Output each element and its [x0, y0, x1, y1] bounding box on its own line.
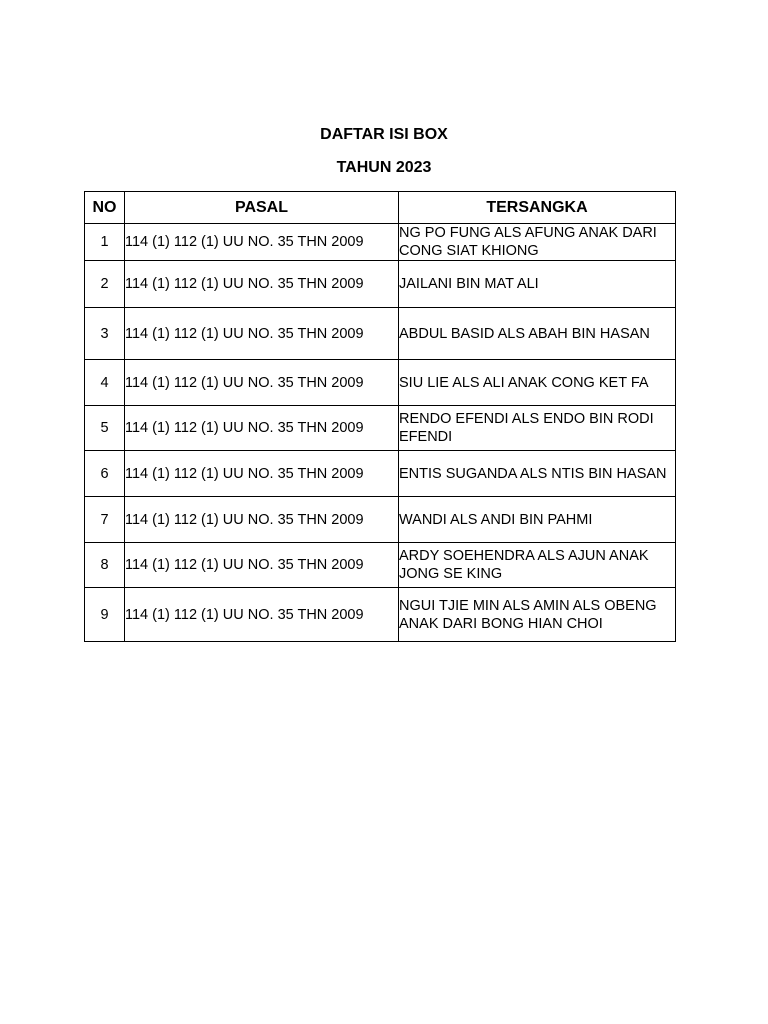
cell-pasal: 114 (1) 112 (1) UU NO. 35 THN 2009	[125, 543, 399, 588]
cell-no: 6	[85, 451, 125, 497]
cell-pasal: 114 (1) 112 (1) UU NO. 35 THN 2009	[125, 588, 399, 642]
column-header-no: NO	[85, 192, 125, 224]
cell-pasal: 114 (1) 112 (1) UU NO. 35 THN 2009	[125, 451, 399, 497]
table-row	[85, 406, 676, 451]
cell-tersangka: NG PO FUNG ALS AFUNG ANAK DARI CONG SIAT KHIONG	[399, 224, 676, 261]
cell-no: 2	[85, 261, 125, 308]
box-contents-table	[84, 191, 676, 642]
cell-no: 3	[85, 308, 125, 360]
table-row	[85, 588, 676, 642]
table-row	[85, 261, 676, 308]
table-row	[85, 308, 676, 360]
cell-no: 4	[85, 360, 125, 406]
cell-tersangka: ARDY SOEHENDRA ALS AJUN ANAK JONG SE KING	[399, 543, 676, 588]
cell-no: 7	[85, 497, 125, 543]
cell-pasal: 114 (1) 112 (1) UU NO. 35 THN 2009	[125, 360, 399, 406]
cell-pasal: 114 (1) 112 (1) UU NO. 35 THN 2009	[125, 406, 399, 451]
table-row	[85, 224, 676, 261]
cell-no: 1	[85, 224, 125, 261]
cell-tersangka: NGUI TJIE MIN ALS AMIN ALS OBENG ANAK DARI BONG HIAN CHOI	[399, 588, 676, 642]
cell-tersangka: ENTIS SUGANDA ALS NTIS BIN HASAN	[399, 451, 676, 497]
cell-pasal: 114 (1) 112 (1) UU NO. 35 THN 2009	[125, 261, 399, 308]
cell-tersangka: WANDI ALS ANDI BIN PAHMI	[399, 497, 676, 543]
document-title: DAFTAR ISI BOX	[320, 126, 448, 143]
cell-tersangka: ABDUL BASID ALS ABAH BIN HASAN	[399, 308, 676, 360]
table-row	[85, 451, 676, 497]
column-header-pasal: PASAL	[125, 192, 399, 224]
cell-pasal: 114 (1) 112 (1) UU NO. 35 THN 2009	[125, 224, 399, 261]
table-header-row	[85, 192, 676, 224]
cell-tersangka: SIU LIE ALS ALI ANAK CONG KET FA	[399, 360, 676, 406]
document-subtitle: TAHUN 2023	[336, 159, 432, 176]
table-row	[85, 497, 676, 543]
cell-pasal: 114 (1) 112 (1) UU NO. 35 THN 2009	[125, 308, 399, 360]
cell-no: 9	[85, 588, 125, 642]
cell-tersangka: JAILANI BIN MAT ALI	[399, 261, 676, 308]
cell-pasal: 114 (1) 112 (1) UU NO. 35 THN 2009	[125, 497, 399, 543]
table-row	[85, 360, 676, 406]
column-header-tersangka: TERSANGKA	[399, 192, 676, 224]
cell-no: 8	[85, 543, 125, 588]
cell-tersangka: RENDO EFENDI ALS ENDO BIN RODI EFENDI	[399, 406, 676, 451]
cell-no: 5	[85, 406, 125, 451]
table-row	[85, 543, 676, 588]
